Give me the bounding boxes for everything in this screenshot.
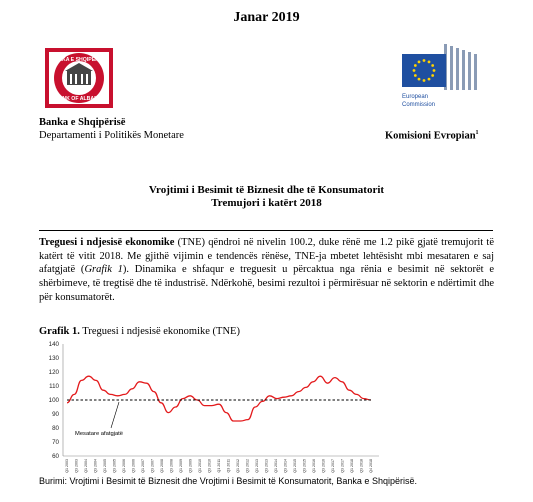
svg-text:BANKA E SHQIPERISE: BANKA E SHQIPERISE <box>50 57 108 63</box>
eu-star <box>423 79 426 82</box>
x-tick-label: Q1 2005 <box>103 459 108 473</box>
y-tick-label: 130 <box>48 355 59 363</box>
report-title: Vrojtimi i Besimit të Biznesit dhe të Konsumatorit <box>148 184 385 196</box>
svg-text:Commission: Commission <box>402 102 436 108</box>
x-tick-label: Q3 2013 <box>264 459 269 473</box>
x-tick-label: Q3 2008 <box>169 459 174 473</box>
x-tick-label: Q1 2004 <box>84 459 89 473</box>
eu-star <box>428 78 431 81</box>
x-tick-label: Q1 2006 <box>122 459 127 473</box>
x-tick-label: Q1 2013 <box>255 459 260 473</box>
x-tick-label: Q3 2018 <box>359 459 364 473</box>
y-tick-label: 80 <box>52 425 59 433</box>
y-tick-label: 60 <box>52 453 59 461</box>
x-tick-label: Q3 2009 <box>188 459 193 473</box>
bank-name: Banka e Shqipërisë <box>39 117 126 128</box>
y-tick-label: 100 <box>48 397 59 405</box>
x-tick-label: Q3 2003 <box>74 459 79 473</box>
report-date: Janar 2019 <box>233 10 300 25</box>
eu-star <box>414 74 417 77</box>
svg-text:BANK OF ALBANIA: BANK OF ALBANIA <box>54 96 104 102</box>
x-tick-label: Q3 2005 <box>112 459 117 473</box>
eu-star <box>414 64 417 67</box>
y-tick-label: 140 <box>48 341 59 349</box>
paragraph-lead: Treguesi i ndjesisë ekonomike <box>39 237 175 248</box>
eu-star <box>413 69 416 72</box>
x-tick-label: Q1 2015 <box>293 459 298 473</box>
eu-star <box>418 78 421 81</box>
y-tick-label: 90 <box>52 411 59 419</box>
department-name: Departamenti i Politikës Monetare <box>39 130 184 141</box>
x-tick-label: Q1 2017 <box>331 459 336 473</box>
x-tick-label: Q1 2014 <box>274 459 279 473</box>
x-tick-label: Q1 2010 <box>198 459 203 473</box>
x-tick-label: Q3 2004 <box>93 459 98 473</box>
x-tick-label: Q3 2017 <box>340 459 345 473</box>
eu-star <box>423 59 426 62</box>
x-tick-label: Q3 2006 <box>131 459 136 473</box>
chart-source: Burimi: Vrojtimi i Besimit të Biznesit dhe Vrojtimi i Besimit të Konsumatorit, Banka e Shqipërisë. <box>39 476 417 486</box>
summary-paragraph: Treguesi i ndjesisë ekonomike (TNE) qëndroi në nivelin 100.2, duke rënë me 1.2 pikë gjatë tremujorit të katërt të vitit 2018. Me gjithë vijimin e tendencës rënëse, TNE-ja mbetet lehtësisht mbi mesataren e saj afatgjatë (Grafik 1). Dinamika e shfaqur e treguesit u përcaktua nga rënia e besimit në sektorët e shërbimeve, të tregtisë dhe të industrisë. Ndërkohë, besimi rezultoi i përmirësuar në sektorin e ndërtimit dhe për konsumatorët. <box>39 237 495 303</box>
y-tick-label: 110 <box>49 383 59 391</box>
x-tick-label: Q1 2011 <box>217 459 222 473</box>
eu-star <box>418 60 421 63</box>
x-tick-label: Q1 2003 <box>65 459 70 473</box>
bank-of-albania-logo <box>39 47 119 109</box>
x-tick-label: Q1 2007 <box>141 459 146 473</box>
x-tick-label: Q3 2010 <box>207 459 212 473</box>
eu-star <box>428 60 431 63</box>
chart-title: Grafik 1. Treguesi i ndjesisë ekonomike (TNE) <box>39 326 240 337</box>
report-subtitle: Tremujori i katërt 2018 <box>211 197 322 209</box>
tne-series-line <box>67 376 371 421</box>
x-tick-label: Q1 2016 <box>312 459 317 473</box>
commission-name: Komisioni Evropian$^1$ <box>385 130 479 142</box>
x-tick-label: Q1 2018 <box>350 459 355 473</box>
european-commission-logo <box>380 42 490 112</box>
eu-star <box>431 74 434 77</box>
eu-star <box>431 64 434 67</box>
annotation-pointer <box>111 402 119 428</box>
x-tick-label: Q3 2012 <box>245 459 250 473</box>
y-tick-label: 70 <box>52 439 59 447</box>
x-tick-label: Q3 2016 <box>321 459 326 473</box>
long-term-average-label: Mesatare afatgjatë <box>75 431 124 437</box>
x-tick-label: Q3 2007 <box>150 459 155 473</box>
y-tick-label: 120 <box>48 369 59 377</box>
tne-line-chart <box>39 338 389 473</box>
x-tick-label: Q3 2015 <box>302 459 307 473</box>
footnote-mark: 1 <box>475 130 479 136</box>
x-tick-label: Q1 2009 <box>179 459 184 473</box>
chart-reference: Grafik 1 <box>84 264 123 276</box>
x-tick-label: Q1 2008 <box>160 459 165 473</box>
svg-text:European: European <box>402 94 429 100</box>
x-tick-label: Q3 2014 <box>283 459 288 473</box>
x-tick-label: Q3 2011 <box>226 459 231 473</box>
x-tick-label: Q1 2012 <box>236 459 241 473</box>
eu-star <box>433 69 436 72</box>
x-tick-label: Q4 2018 <box>369 459 374 473</box>
divider <box>39 230 493 231</box>
